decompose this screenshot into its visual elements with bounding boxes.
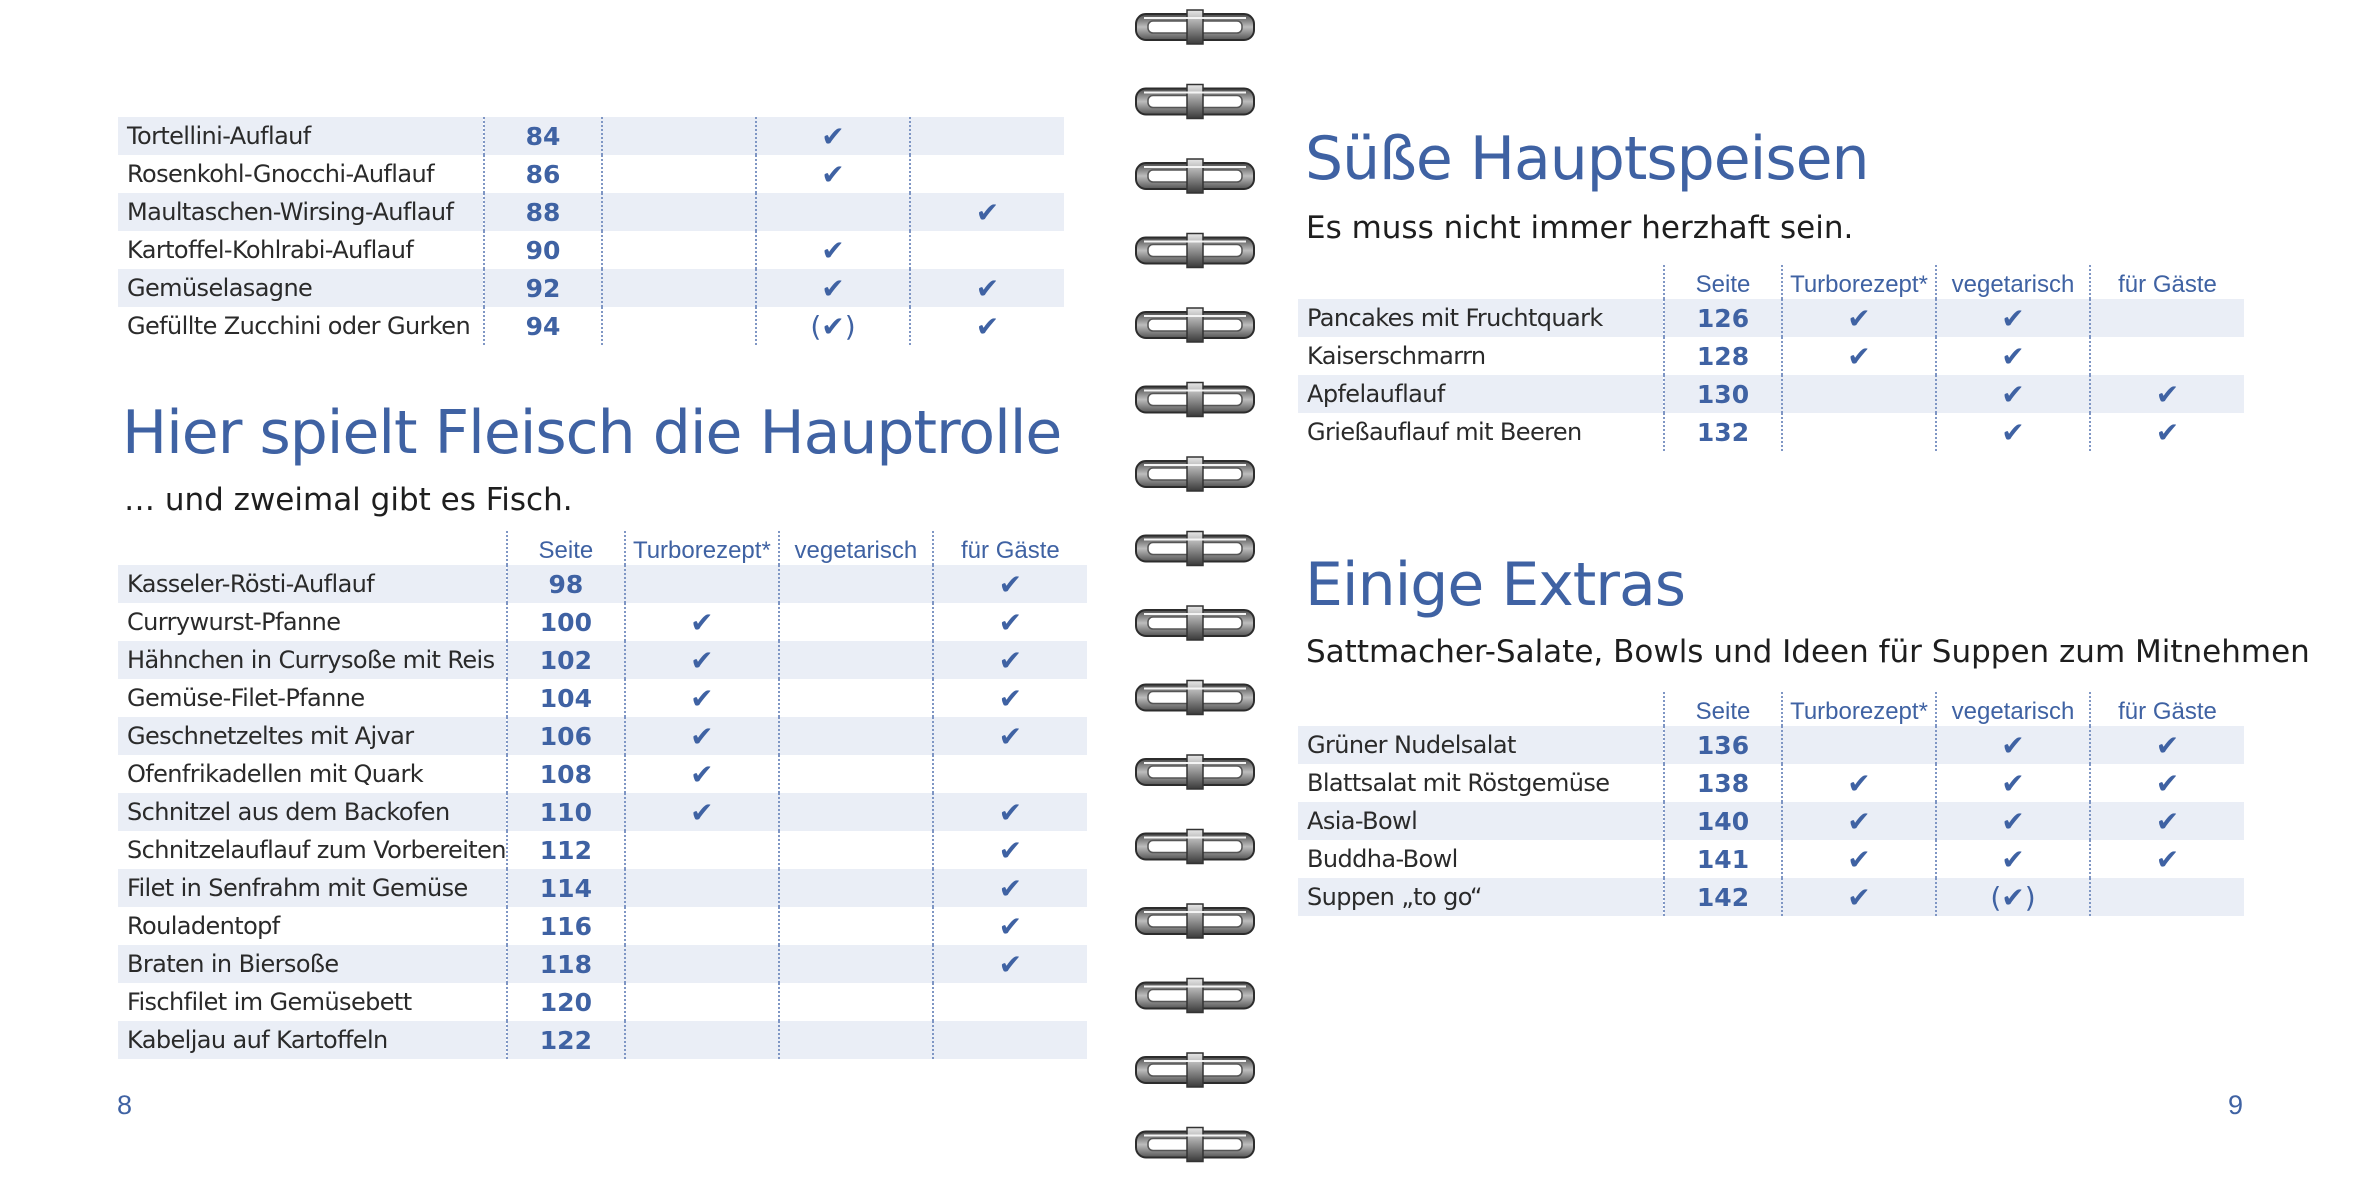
turbo-mark (625, 983, 779, 1021)
guests-mark: ✔ (2090, 764, 2244, 802)
header-recipe-spacer (1298, 265, 1664, 299)
column-header-guests: für Gäste (2090, 265, 2244, 299)
page-number-cell: 108 (507, 755, 625, 793)
veg-mark: ✔ (756, 269, 910, 307)
table-row (118, 755, 1087, 793)
turbo-mark: ✔ (1782, 878, 1936, 916)
turbo-mark: ✔ (625, 755, 779, 793)
binding-ring (1136, 234, 1254, 268)
page-number-cell: 88 (484, 193, 602, 231)
recipe-name: Currywurst-Pfanne (127, 608, 341, 636)
table-row (118, 231, 1064, 269)
recipe-name: Rouladentopf (127, 912, 280, 940)
turbo-mark (625, 565, 779, 603)
veg-mark (779, 717, 933, 755)
veg-mark: ✔ (756, 117, 910, 155)
recipe-name: Schnitzelauflauf zum Vorbereiten (127, 836, 506, 864)
binding-ring (1136, 606, 1254, 640)
binding-ring (1136, 457, 1254, 491)
recipe-name: Braten in Biersoße (118, 945, 507, 983)
column-header-veg: vegetarisch (1936, 265, 2090, 299)
turbo-mark (625, 907, 779, 945)
binding-ring (1136, 904, 1254, 938)
turbo-mark (602, 117, 756, 155)
veg-mark: ✔ (1936, 337, 2090, 375)
veg-mark: ✔ (1936, 299, 2090, 337)
page-number-cell: 120 (507, 983, 625, 1021)
left-page (0, 0, 1130, 1181)
recipe-name: Grießauflauf mit Beeren (1307, 418, 1582, 446)
recipe-index-table-extras (1298, 692, 2244, 916)
veg-mark: (✔) (756, 307, 910, 345)
veg-mark (779, 565, 933, 603)
table-row (1298, 840, 2244, 878)
table-row (1298, 726, 2244, 764)
table-row (118, 945, 1087, 983)
recipe-name: Rosenkohl-Gnocchi-Auflauf (127, 160, 434, 188)
guests-mark: ✔ (910, 269, 1064, 307)
table-row (1298, 413, 2244, 451)
column-header-page: Seite (507, 531, 625, 565)
veg-mark (779, 603, 933, 641)
recipe-name: Maultaschen-Wirsing-Auflauf (118, 193, 484, 231)
page-number-cell: 112 (507, 831, 625, 869)
guests-mark: ✔ (910, 193, 1064, 231)
veg-mark: ✔ (1936, 840, 2090, 878)
table-row (1298, 802, 2244, 840)
turbo-mark (625, 831, 779, 869)
turbo-mark (602, 269, 756, 307)
recipe-name: Kasseler-Rösti-Auflauf (118, 565, 507, 603)
binding-ring (1136, 85, 1254, 119)
veg-mark (756, 193, 910, 231)
section-title-meat: Hier spielt Fleisch die Hauptrolle (122, 398, 1062, 468)
section-subtitle-extras: Sattmacher-Salate, Bowls und Ideen für Suppen zum Mitnehmen (1306, 634, 2310, 670)
veg-mark: ✔ (1936, 413, 2090, 451)
turbo-mark: ✔ (625, 641, 779, 679)
binding-ring (1136, 1128, 1254, 1162)
page-number-cell: 106 (507, 717, 625, 755)
recipe-name: Blattsalat mit Röstgemüse (1307, 769, 1610, 797)
veg-mark (779, 945, 933, 983)
table-row (118, 831, 1087, 869)
guests-mark: ✔ (2090, 802, 2244, 840)
page-number-cell: 118 (507, 945, 625, 983)
column-header-page: Seite (1664, 692, 1782, 726)
binding-ring (1136, 1053, 1254, 1087)
guests-mark (933, 1021, 1087, 1059)
turbo-mark: ✔ (625, 717, 779, 755)
turbo-mark: ✔ (1782, 802, 1936, 840)
page-number-cell: 110 (507, 793, 625, 831)
table-row (1298, 878, 2244, 916)
guests-mark (2090, 299, 2244, 337)
turbo-mark (1782, 726, 1936, 764)
guests-mark: ✔ (2090, 840, 2244, 878)
guests-mark: ✔ (2090, 726, 2244, 764)
section-subtitle-meat: … und zweimal gibt es Fisch. (124, 482, 573, 518)
turbo-mark: ✔ (1782, 299, 1936, 337)
page-number-cell: 116 (507, 907, 625, 945)
table-row (1298, 764, 2244, 802)
table-row (118, 869, 1087, 907)
veg-mark: ✔ (1936, 375, 2090, 413)
recipe-index-table-casseroles (118, 117, 1064, 345)
recipe-name: Gemüselasagne (118, 269, 484, 307)
recipe-name: Grüner Nudelsalat (1298, 726, 1664, 764)
page-number-cell: 114 (507, 869, 625, 907)
table-row (118, 717, 1087, 755)
recipe-name: Kabeljau auf Kartoffeln (118, 1021, 507, 1059)
table-row (118, 679, 1087, 717)
recipe-name: Apfelauflauf (1298, 375, 1664, 413)
turbo-mark (625, 945, 779, 983)
table-row (118, 793, 1087, 831)
binding-ring (1136, 979, 1254, 1013)
page-number-cell: 86 (484, 155, 602, 193)
table-row (118, 603, 1087, 641)
section-title-sweet: Süße Hauptspeisen (1305, 124, 1869, 194)
guests-mark (2090, 337, 2244, 375)
table-row (1298, 299, 2244, 337)
column-header-turbo: Turborezept* (1782, 265, 1936, 299)
recipe-name: Pancakes mit Fruchtquark (1298, 299, 1664, 337)
guests-mark: ✔ (2090, 375, 2244, 413)
turbo-mark (602, 155, 756, 193)
guests-mark (2090, 878, 2244, 916)
guests-mark: ✔ (933, 641, 1087, 679)
guests-mark: ✔ (933, 869, 1087, 907)
binding-ring (1136, 10, 1254, 44)
veg-mark: ✔ (1936, 726, 2090, 764)
turbo-mark: ✔ (1782, 337, 1936, 375)
recipe-name: Suppen „to go“ (1298, 878, 1664, 916)
binding-ring (1136, 383, 1254, 417)
column-header-guests: für Gäste (2090, 692, 2244, 726)
column-header-turbo: Turborezept* (625, 531, 779, 565)
recipe-name: Buddha-Bowl (1307, 845, 1458, 873)
veg-mark: ✔ (756, 155, 910, 193)
table-row (1298, 375, 2244, 413)
turbo-mark (1782, 375, 1936, 413)
spiral-binding (1130, 0, 1260, 1181)
veg-mark (779, 679, 933, 717)
guests-mark (910, 155, 1064, 193)
page-number-cell: 126 (1664, 299, 1782, 337)
recipe-name: Schnitzel aus dem Backofen (118, 793, 507, 831)
recipe-index-table-meat (118, 531, 1087, 1059)
table-row (118, 155, 1064, 193)
veg-mark (779, 641, 933, 679)
turbo-mark: ✔ (625, 793, 779, 831)
binding-ring (1136, 532, 1254, 566)
page-number-cell: 92 (484, 269, 602, 307)
veg-mark: ✔ (1936, 764, 2090, 802)
veg-mark (779, 831, 933, 869)
table-header-row (118, 531, 1087, 565)
table-row (118, 117, 1064, 155)
guests-mark (933, 983, 1087, 1021)
veg-mark: ✔ (1936, 802, 2090, 840)
guests-mark: ✔ (933, 603, 1087, 641)
recipe-name: Fischfilet im Gemüsebett (127, 988, 412, 1016)
right-page (1260, 0, 2362, 1181)
page-number-cell: 130 (1664, 375, 1782, 413)
turbo-mark: ✔ (1782, 840, 1936, 878)
table-row (118, 983, 1087, 1021)
column-header-veg: vegetarisch (779, 531, 933, 565)
table-row (118, 565, 1087, 603)
binding-ring (1136, 830, 1254, 864)
veg-mark (779, 907, 933, 945)
page-number-cell: 104 (507, 679, 625, 717)
page-number-right: 9 (2228, 1090, 2244, 1120)
column-header-veg: vegetarisch (1936, 692, 2090, 726)
page-number-cell: 122 (507, 1021, 625, 1059)
veg-mark: ✔ (756, 231, 910, 269)
page-number-cell: 140 (1664, 802, 1782, 840)
veg-mark (779, 1021, 933, 1059)
recipe-name: Gemüse-Filet-Pfanne (127, 684, 365, 712)
guests-mark (910, 231, 1064, 269)
turbo-mark (1782, 413, 1936, 451)
turbo-mark (602, 193, 756, 231)
turbo-mark (625, 869, 779, 907)
section-title-extras: Einige Extras (1305, 550, 1685, 620)
turbo-mark: ✔ (625, 603, 779, 641)
page-number-cell: 84 (484, 117, 602, 155)
recipe-name: Tortellini-Auflauf (118, 117, 484, 155)
guests-mark: ✔ (933, 565, 1087, 603)
column-header-turbo: Turborezept* (1782, 692, 1936, 726)
guests-mark: ✔ (933, 717, 1087, 755)
table-row (118, 1021, 1087, 1059)
table-header-row (1298, 692, 2244, 726)
binding-ring (1136, 308, 1254, 342)
page-number-cell: 90 (484, 231, 602, 269)
page-number-cell: 102 (507, 641, 625, 679)
header-recipe-spacer (1298, 692, 1664, 726)
page-number-cell: 142 (1664, 878, 1782, 916)
veg-mark (779, 793, 933, 831)
column-header-page: Seite (1664, 265, 1782, 299)
table-row (118, 193, 1064, 231)
recipe-name: Ofenfrikadellen mit Quark (127, 760, 424, 788)
guests-mark (933, 755, 1087, 793)
guests-mark: ✔ (933, 907, 1087, 945)
recipe-name: Geschnetzeltes mit Ajvar (118, 717, 507, 755)
turbo-mark (625, 1021, 779, 1059)
table-row (118, 269, 1064, 307)
section-subtitle-sweet: Es muss nicht immer herzhaft sein. (1306, 210, 1854, 246)
page-number-cell: 94 (484, 307, 602, 345)
table-row (118, 307, 1064, 345)
binding-ring (1136, 681, 1254, 715)
page-number-cell: 138 (1664, 764, 1782, 802)
page-number-cell: 128 (1664, 337, 1782, 375)
recipe-name: Kartoffel-Kohlrabi-Auflauf (127, 236, 414, 264)
guests-mark: ✔ (933, 945, 1087, 983)
turbo-mark: ✔ (1782, 764, 1936, 802)
page-number-cell: 132 (1664, 413, 1782, 451)
page-number-cell: 136 (1664, 726, 1782, 764)
turbo-mark (602, 231, 756, 269)
table-header-row (1298, 265, 2244, 299)
recipe-index-table-sweet (1298, 265, 2244, 451)
recipe-name: Asia-Bowl (1298, 802, 1664, 840)
guests-mark: ✔ (933, 793, 1087, 831)
guests-mark: ✔ (2090, 413, 2244, 451)
header-recipe-spacer (118, 531, 507, 565)
recipe-name: Gefüllte Zucchini oder Gurken (127, 312, 471, 340)
recipe-name: Filet in Senfrahm mit Gemüse (118, 869, 507, 907)
table-row (1298, 337, 2244, 375)
recipe-name: Kaiserschmarrn (1307, 342, 1486, 370)
veg-mark (779, 869, 933, 907)
table-row (118, 907, 1087, 945)
page-number-cell: 141 (1664, 840, 1782, 878)
binding-ring (1136, 755, 1254, 789)
veg-mark (779, 755, 933, 793)
column-header-guests: für Gäste (933, 531, 1087, 565)
guests-mark: ✔ (933, 831, 1087, 869)
recipe-name: Hähnchen in Currysoße mit Reis (118, 641, 507, 679)
guests-mark: ✔ (933, 679, 1087, 717)
turbo-mark: ✔ (625, 679, 779, 717)
binding-ring (1136, 159, 1254, 193)
guests-mark: ✔ (910, 307, 1064, 345)
table-row (118, 641, 1087, 679)
veg-mark (779, 983, 933, 1021)
guests-mark (910, 117, 1064, 155)
page-number-cell: 100 (507, 603, 625, 641)
veg-mark: (✔) (1936, 878, 2090, 916)
page-number-left: 8 (117, 1090, 133, 1120)
turbo-mark (602, 307, 756, 345)
page-number-cell: 98 (507, 565, 625, 603)
